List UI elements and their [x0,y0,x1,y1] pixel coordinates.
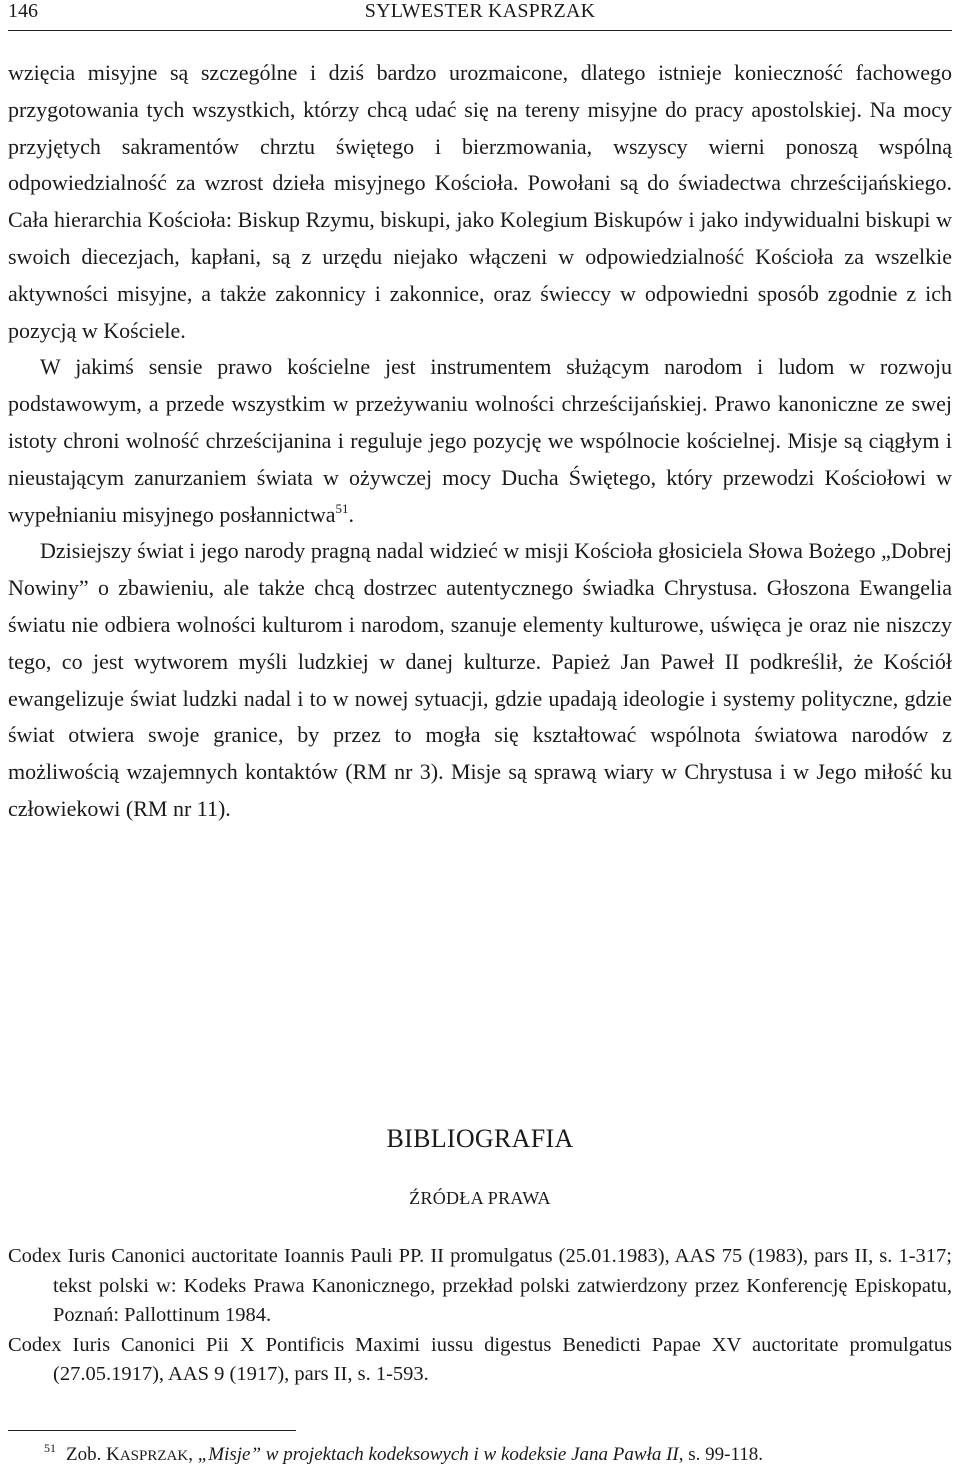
footnote-separator: , [188,1444,198,1465]
bibliography-entry: Codex Iuris Canonici auctoritate Ioannis Pauli PP. II promulgatus (25.01.1983), AAS 75 (1983), pars II, s. 1-317; tekst polski w: Kodeks Prawa Kanonicznego, przekład polski zatwierdzony przez Konferencję Episkopatu, Poznań: Pallottinum 1984. [8,1245,952,1326]
footnote [44,1442,954,1469]
paragraph-2-end: . [348,501,354,527]
footnote-rule [8,1430,296,1431]
footnote-author-initial: K [106,1444,120,1465]
footnote-prefix: Zob. [66,1444,107,1465]
page-number: 146 [8,0,38,22]
footnote-author-rest: ASPRZAK [119,1448,189,1464]
paragraph-2-text: W jakimś sensie prawo kościelne jest instrumentem służącym narodom i ludom w rozwoju podstawowym, a przede wszystkim w przeżywaniu wolności chrześcijańskiej. Prawo kanoniczne ze swej istoty chroni wolność chrześcijanina i reguluje jego pozycję we wspólnocie kościelnej. Misje są ciągłym i nieustającym zanurzaniem świata w ożywczej mocy Ducha Świętego, który przewodzi Kościołowi w wypełnianiu misyjnego posłannictwa [8,354,952,527]
running-head: SYLWESTER KASPRZAK [364,0,596,22]
footnote-title: „Misje” w projektach kodeksowych i w kodeksie Jana Pawła II [197,1444,679,1465]
header-rule [8,30,952,31]
bibliography-heading: BIBLIOGRAFIA [386,1124,574,1153]
bibliography-entry: Codex Iuris Canonici Pii X Pontificis Maximi iussu digestus Benedicti Papae XV auctoritate promulgatus (27.05.1917), AAS 9 (1917), pars II, s. 1-593. [8,1333,952,1385]
bibliography-list [8,1242,952,1390]
page-header [8,0,952,30]
footnote-reference[interactable]: 51 [335,500,349,516]
footnote-number: 51 [44,1441,56,1455]
paragraph-1: wzięcia misyjne są szczególne i dziś bardzo urozmaicone, dlatego istnieje konieczność fachowego przygotowania tych wszystkich, którzy chcą udać się na tereny misyjne do pracy apostolskiej. Na mocy przyjętych sakramentów chrztu świętego i bierzmowania, wszyscy wierni ponoszą wspólną odpowiedzialność za wzrost dzieła misyjnego Kościoła. Powołani są do świadectwa chrześcijańskiego. Cała hierarchia Kościoła: Biskup Rzymu, biskupi, jako Kolegium Biskupów i jako indywidualni biskupi w swoich diecezjach, kapłani, są z urzędu niejako włączeni w odpowiedzialność Kościoła za wszelkie aktywności misyjne, a także zakonnicy i zakonnice, oraz świeccy w odpowiedni sposób zgodnie z ich pozycją w Kościele. [8,60,952,343]
footnote-pages: , s. 99-118. [678,1444,764,1465]
bibliography-subheading: ŹRÓDŁA PRAWA [409,1188,551,1208]
paragraph-2 [8,349,952,533]
paragraph-3: Dzisiejszy świat i jego narody pragną nadal widzieć w misji Kościoła głosiciela Słowa Bożego „Dobrej Nowiny” o zbawieniu, ale także chcą dostrzec autentycznego świadka Chrystusa. Głoszona Ewangelia światu nie odbiera wolności kulturom i narodom, szanuje elementy kulturowe, uświęca je oraz nie niszczy tego, co jest wytworem myśli ludzkiej w danej kulturze. Papież Jan Paweł II podkreślił, że Kościół ewangelizuje świat ludzki nadal i to w nowej sytuacji, gdzie upadają ideologie i systemy polityczne, gdzie świat otwiera swoje granice, by przez to mogła się kształtować wspólnota światowa narodów z możliwością wzajemnych kontaktów (RM nr 3). Misje są sprawą wiary w Chrystusa i w Jego miłość ku człowiekowi (RM nr 11). [8,538,952,821]
main-text [8,55,952,828]
